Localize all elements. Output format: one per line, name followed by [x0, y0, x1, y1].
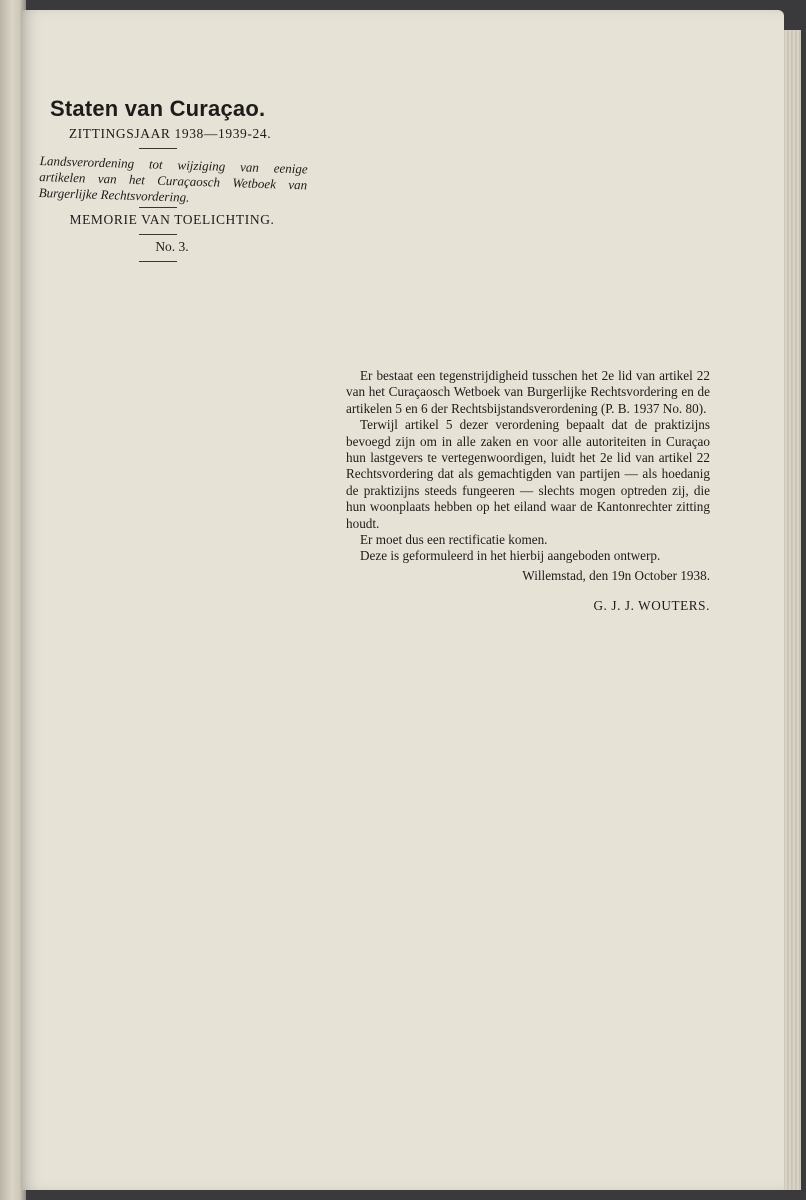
body-paragraph: Er moet dus een rectificatie komen.	[360, 532, 548, 548]
divider	[139, 148, 177, 149]
signatory-name: G. J. J. WOUTERS.	[593, 598, 710, 613]
session-year: ZITTINGSJAAR 1938—1939-24.	[68, 126, 272, 141]
divider	[139, 207, 177, 208]
organization-title: Staten van Curaçao.	[50, 96, 266, 121]
divider	[139, 234, 177, 235]
body-paragraph: Er bestaat een tegenstrijdigheid tusschen het 2e lid van artikel 22 van het Curaçaosch Wetboek van Burgerlijke Rechtsvordering en de artikelen 5 en 6 der Rechtsbijstandsverordening (P. B. 1937 No. 80).	[346, 368, 710, 416]
body-paragraph: Deze is geformuleerd in het hierbij aangeboden ontwerp.	[360, 548, 661, 564]
place-and-date: Willemstad, den 19n October 1938.	[522, 568, 710, 583]
document-header	[38, 96, 330, 262]
body-paragraph: Terwijl artikel 5 dezer verordening bepaalt dat de praktizijns bevoegd zijn om in alle zaken en voor alle autoriteiten in Curaçao hun lastgevers te vertegenwoordigen, luidt het 2e lid van artikel 22 Rechtsvordering dat als gemachtigden van partijen — als hoedanig de praktizijns steeds fungeeren — slechts mogen optreden zij, die hun woonplaats hebben op het eiland waar de Kantonrechter zitting houdt.	[346, 417, 710, 531]
document-number: No. 3.	[155, 239, 189, 254]
ordinance-subject: Landsverordening tot wijziging van eenige artikelen van het Curaçaosch Wetboek van Burgerlijke Rechtsvordering.	[38, 153, 308, 205]
memo-title: MEMORIE VAN TOELICHTING.	[69, 212, 275, 227]
divider	[139, 261, 177, 262]
memo-body	[346, 368, 710, 565]
